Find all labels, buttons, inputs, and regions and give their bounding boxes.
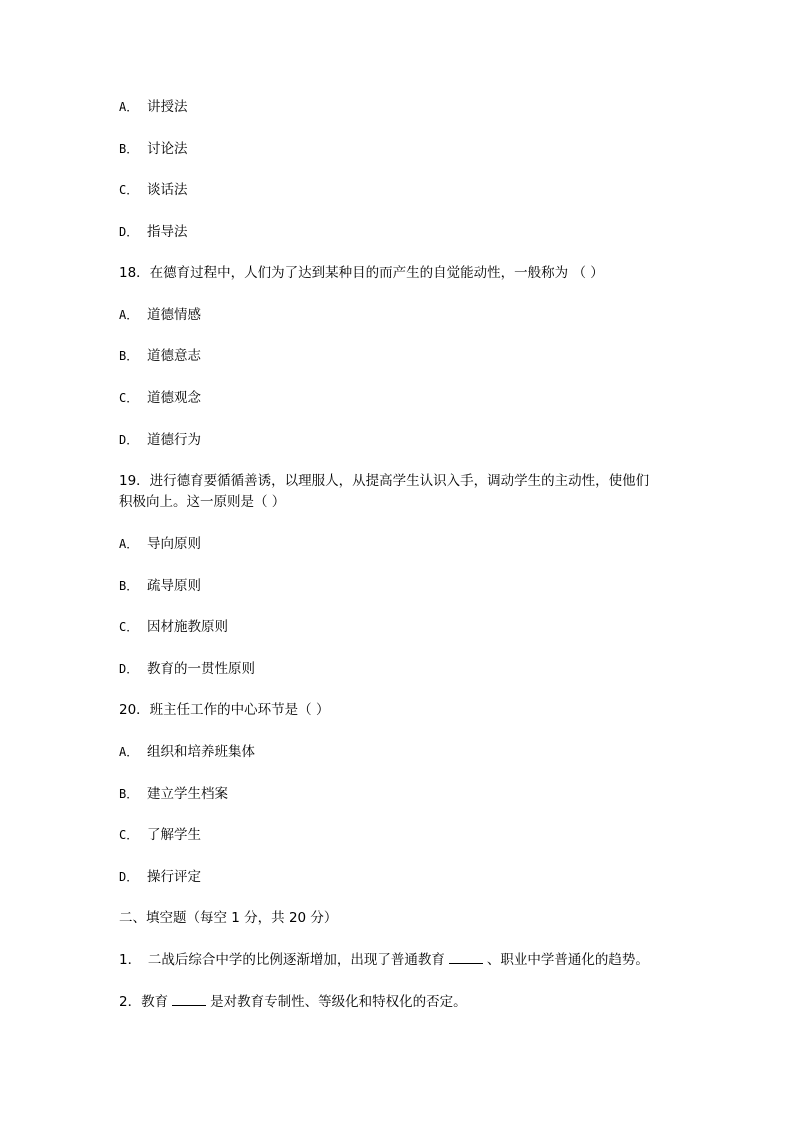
q20-option-d [119,867,201,887]
option-text: 因材施教原则 [147,619,228,635]
option-text: 建立学生档案 [147,786,228,802]
fill-item-text: 、职业中学普通化的趋势。 [486,952,649,968]
option-text: 道德行为 [147,432,201,448]
option-letter: D． [119,662,139,676]
option-text: 疏导原则 [147,578,201,594]
option-letter: A． [119,537,139,551]
fill-item-text: 是对教育专制性、等级化和特权化的否定。 [210,994,467,1010]
option-letter: A． [119,100,139,114]
q19-option-d [119,659,255,679]
fill-item-text: 2．教育 [119,994,169,1010]
q19-stem-line1: 19．进行德育要循循善诱，以理服人，从提高学生认识入手，调动学生的主动性，使他们 [119,473,650,489]
q18-option-b [119,346,201,366]
q20-option-a [119,742,255,762]
q17-option-c [119,180,188,200]
option-text: 操行评定 [147,869,201,885]
q19-option-a [119,534,201,554]
option-letter: C． [119,183,139,197]
fill-item-1 [119,950,649,970]
q17-option-d [119,222,188,242]
q17-option-b [119,139,188,159]
q18-option-a [119,305,201,325]
option-letter: B． [119,787,139,801]
option-text: 组织和培养班集体 [147,744,255,760]
answer-blank [449,951,483,964]
option-letter: C． [119,391,139,405]
fill-item-text: 1． 二战后综合中学的比例逐渐增加，出现了普通教育 [119,952,445,968]
option-text: 指导法 [147,224,188,240]
section-heading: 二、填空题（每空 1 分，共 20 分） [119,910,338,926]
option-text: 教育的一贯性原则 [147,661,255,677]
q19-stem-line2: 积极向上。这一原则是（ ） [119,494,286,510]
q17-option-a [119,97,188,117]
option-text: 导向原则 [147,536,201,552]
q18-stem: 18．在德育过程中，人们为了达到某种目的而产生的自觉能动性，一般称为 （ ） [119,265,604,281]
option-letter: B． [119,579,139,593]
q20-stem: 20．班主任工作的中心环节是（ ） [119,702,330,718]
option-letter: B． [119,349,139,363]
q20-option-c [119,825,201,845]
option-text: 道德观念 [147,390,201,406]
option-text: 道德情感 [147,307,201,323]
option-letter: C． [119,620,139,634]
answer-blank [172,993,206,1006]
option-text: 讨论法 [147,141,188,157]
option-text: 谈话法 [147,182,188,198]
q18-option-d [119,430,201,450]
option-letter: D． [119,870,139,884]
option-text: 讲授法 [147,99,188,115]
option-letter: B． [119,142,139,156]
option-letter: A． [119,745,139,759]
q19-option-b [119,576,201,596]
q20-option-b [119,784,228,804]
fill-item-2 [119,992,467,1012]
option-letter: D． [119,433,139,447]
option-text: 道德意志 [147,348,201,364]
option-text: 了解学生 [147,827,201,843]
q18-option-c [119,388,201,408]
option-letter: C． [119,828,139,842]
q19-option-c [119,617,228,637]
option-letter: D． [119,225,139,239]
option-letter: A． [119,308,139,322]
